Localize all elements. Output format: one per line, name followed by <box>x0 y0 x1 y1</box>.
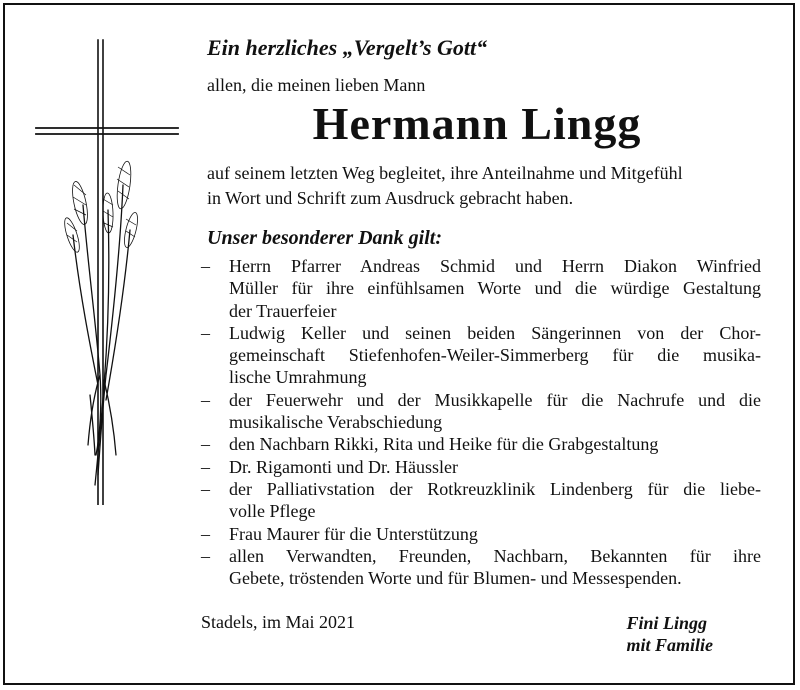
signature-line: mit Familie <box>626 635 713 655</box>
list-item <box>201 322 761 389</box>
dash-bullet: – <box>201 545 210 566</box>
dash-bullet: – <box>201 523 210 544</box>
signature-line: Fini Lingg <box>626 613 708 633</box>
list-item-line: den Nachbarn Rikki, Rita und Heike für die Grabgestaltung <box>229 434 659 455</box>
list-item-line: der Palliativstation der Rotkreuzklinik Lindenberg für die liebe- <box>229 478 761 499</box>
dash-bullet: – <box>201 322 210 343</box>
body-line: auf seinem letzten Weg begleitet, ihre Anteilnahme und Mitgefühl <box>207 163 683 183</box>
list-item <box>201 478 761 523</box>
notice-body <box>207 161 683 211</box>
notice-intro: allen, die meinen lieben Mann <box>207 75 426 95</box>
dash-bullet: – <box>201 478 210 499</box>
list-item <box>201 523 761 545</box>
cross-with-wheat-icon <box>28 35 188 505</box>
place-date: Stadels, im Mai 2021 <box>201 612 355 632</box>
dash-bullet: – <box>201 434 210 455</box>
list-item-line: allen Verwandten, Freunden, Nachbarn, Bekannten für ihre <box>229 545 761 566</box>
list-item-line: Ludwig Keller und seinen beiden Sängerinnen von der Chor- <box>229 322 761 343</box>
list-item <box>201 545 761 590</box>
body-line: in Wort und Schrift zum Ausdruck gebracht haben. <box>207 188 574 208</box>
deceased-name: Hermann Lingg <box>312 98 642 149</box>
thanks-list <box>201 255 761 589</box>
list-item-line: gemeinschaft Stiefenhofen-Weiler-Simmerberg für die musika- <box>229 345 761 366</box>
thanks-heading: Unser besonderer Dank gilt: <box>207 227 443 249</box>
list-item-line: Dr. Rigamonti und Dr. Häussler <box>229 456 458 477</box>
list-item-line: Herrn Pfarrer Andreas Schmid und Herrn Diakon Winfried <box>229 256 761 276</box>
dash-bullet: – <box>201 456 210 477</box>
signature <box>626 612 713 656</box>
list-item-line: lische Umrahmung <box>229 367 367 388</box>
list-item-line: musikalische Verabschiedung <box>229 412 443 433</box>
notice-headline: Ein herzliches „Vergelt’s Gott“ <box>207 35 488 60</box>
dash-bullet: – <box>201 389 210 410</box>
list-item <box>201 456 761 478</box>
list-item-line: volle Pflege <box>229 501 316 522</box>
list-item-line: Frau Maurer für die Unterstützung <box>229 523 478 544</box>
list-item <box>201 389 761 434</box>
list-item-line: Gebete, tröstenden Worte und für Blumen- und Messespenden. <box>229 568 682 589</box>
list-item-line: der Feuerwehr und der Musikkapelle für die Nachrufe und die <box>229 389 761 410</box>
dash-bullet: – <box>201 256 210 276</box>
list-item-line: Müller für ihre einfühlsamen Worte und die würdige Gestaltung <box>229 278 761 299</box>
list-item <box>201 255 761 322</box>
list-item-line: der Trauerfeier <box>229 300 337 321</box>
list-item <box>201 433 761 455</box>
